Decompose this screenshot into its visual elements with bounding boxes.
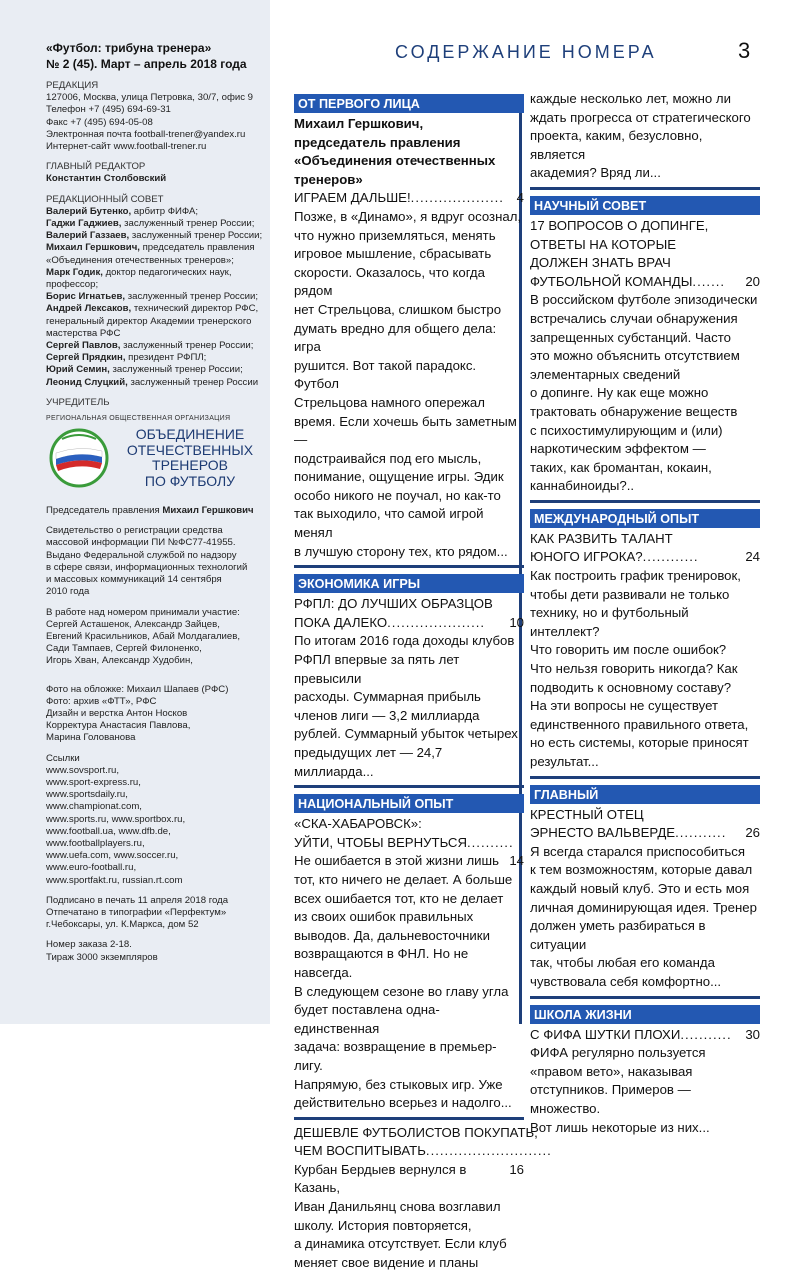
council-member-desc: технический директор РФС, [131, 303, 259, 315]
excerpt-line: будет поставлена одна-единственная [294, 1002, 440, 1036]
article-title-block [530, 806, 760, 825]
council-member-desc: арбитр ФИФА; [131, 205, 199, 217]
credits-line: Марина Голованова [46, 732, 136, 744]
excerpt-line: из своих ошибок правильных [294, 909, 474, 925]
chairman-name: Михаил Гершкович [162, 505, 254, 517]
council-member-desc: мастерства РФС [46, 327, 121, 339]
article-title: С ФИФА ШУТКИ ПЛОХИ [530, 1026, 681, 1042]
article-title: ИГРАЕМ ДАЛЬШЕ! [294, 190, 411, 206]
leader-dots: ........... [680, 1026, 732, 1042]
author-line: тренеров» [294, 171, 363, 187]
council-member-name: Сергей Павлов, [46, 340, 121, 352]
excerpt-line: чувствовала себя комфортно... [530, 973, 722, 989]
article-title-part: ДОЛЖЕН ЗНАТЬ ВРАЧ [530, 255, 671, 271]
excerpt-line: единственного правильного ответа, [530, 716, 749, 732]
excerpt-line: На эти вопросы не существует [530, 698, 719, 714]
excerpt-line: Стрельцова намного опережал [294, 394, 485, 410]
article-title-part: КАК РАЗВИТЬ ТАЛАНТ [530, 530, 673, 546]
address-line: Телефон +7 (495) 694-69-31 [46, 104, 171, 116]
section-header: ЭКОНОМИКА ИГРЫ [294, 574, 524, 593]
participants-line: Евгений Красильников, Абай Молдагалиев, [46, 630, 241, 642]
excerpt-line: Что говорить им после ошибок? [530, 642, 727, 658]
link-line: www.sportfakt.ru, russian.rt.com [46, 874, 183, 886]
address-line: Электронная почта football-trener@yandex.ru [46, 128, 246, 140]
leader-dots: ....... [692, 273, 726, 289]
article-title-block [294, 815, 524, 834]
article-title-part: РФПЛ: ДО ЛУЧШИХ ОБРАЗЦОВ [294, 596, 493, 612]
council-member [46, 218, 266, 230]
excerpt-line: с психостимулирующим и (или) [530, 422, 723, 438]
link-line: www.euro-football.ru, [46, 862, 137, 874]
council-member [46, 279, 266, 291]
article-page: 26 [745, 825, 760, 841]
leader-dots: .......... [466, 834, 514, 850]
council-member [46, 340, 266, 352]
participants-line: Сади Тампаев, Сергей Филоненко, [46, 643, 202, 655]
council-member [46, 230, 266, 242]
excerpt-line: Что нельзя говорить никогда? Как [530, 661, 738, 677]
council-member-desc: президент РФПЛ; [125, 352, 207, 364]
excerpt-line: школу. История повторяется, [294, 1217, 472, 1233]
excerpt-line: Как построить график тренировок, [530, 568, 741, 584]
article-title: ФУТБОЛЬНОЙ КОМАНДЫ [530, 273, 693, 289]
excerpt-line: время. Если хочешь быть заметным — [294, 413, 517, 448]
logo-text-line: ПО ФУТБОЛУ [144, 472, 236, 489]
excerpt-line: понимание, ощущение игры. Эдик [294, 469, 504, 485]
excerpt-line: рушится. Вот такой парадокс. Футбол [294, 357, 477, 392]
credits-line: Дизайн и верстка Антон Носков [46, 707, 188, 719]
participants-line: Сергей Асташенок, Александр Зайцев, [46, 618, 220, 630]
council-member-name: Михаил Гершкович, [46, 242, 140, 254]
excerpt-line: По итогам 2016 года доходы клубов [294, 633, 515, 649]
leader-dots: ............ [642, 549, 699, 565]
link-line: www.footballplayers.ru, [46, 837, 145, 849]
council-member-name: Валерий Газзаев, [46, 230, 130, 242]
logo-text-line: ТРЕНЕРОВ [152, 457, 228, 474]
link-line: www.championat.com, [46, 801, 142, 813]
registration-info [46, 525, 266, 598]
participants-line: Игорь Хван, Александр Худобин, [46, 655, 193, 667]
excerpt-line: к тем возможностям, которые давал [530, 862, 753, 878]
council-member [46, 377, 266, 389]
leader-dots: ..................... [387, 614, 486, 630]
leader-dots: ........................... [425, 1143, 552, 1159]
council-member [46, 242, 266, 254]
excerpt-line: Напрямую, без стыковых игр. Уже [294, 1076, 503, 1092]
article-page: 10 [509, 614, 524, 630]
council-member-name: Андрей Лексаков, [46, 303, 132, 315]
excerpt-line: трактовать обнаружение веществ [530, 403, 738, 419]
council-member-desc: заслуженный тренер России; [129, 230, 263, 242]
address-line: 127006, Москва, улица Петровка, 30/7, офис 9 [46, 92, 254, 104]
link-line: www.sportsdaily.ru, [46, 789, 128, 801]
excerpt-line: В российском футболе эпизодически [530, 292, 758, 308]
registration-line: в сфере связи, информационных технологий [46, 561, 248, 573]
council-member [46, 328, 266, 340]
article-page: 30 [745, 1026, 760, 1042]
council-member-desc: «Объединения отечественных тренеров»; [46, 254, 234, 266]
print-info [46, 895, 266, 932]
council-member [46, 255, 266, 267]
logo-caption: РЕГИОНАЛЬНАЯ ОБЩЕСТВЕННАЯ ОРГАНИЗАЦИЯ [46, 415, 231, 423]
order-info [46, 939, 266, 963]
excerpt-line: всех ошибается тот, кто не делает [294, 890, 504, 906]
excerpt-line: действительно всерьез и надолго... [294, 1095, 512, 1111]
council-member-name: Гаджи Гаджиев, [46, 218, 122, 230]
article-title-line[interactable] [294, 1142, 552, 1177]
article-excerpt [530, 567, 760, 772]
excerpt-line: технику, но и футбольный интеллект? [530, 605, 689, 639]
council-member-desc: председатель правления [139, 242, 255, 254]
article-title-part: КРЕСТНЫЙ ОТЕЦ [530, 806, 644, 822]
article-title-block [294, 595, 524, 614]
article-title-line[interactable] [530, 548, 760, 567]
council-member-desc: заслуженный тренер России; [121, 218, 255, 230]
excerpt-line: подстраивайся под его мысль, [294, 450, 482, 466]
participants-info [46, 607, 266, 668]
excerpt-line: Курбан Бердыев вернулся в Казань, [294, 1161, 467, 1196]
excerpt-line: встречались случаи обнаружения [530, 310, 738, 326]
author-line: Михаил Гершкович, [294, 116, 424, 131]
registration-line: и массовых коммуникаций 14 сентября [46, 574, 222, 586]
excerpt-line: тот, кто ничего не делает. А больше [294, 871, 513, 887]
council-member [46, 291, 266, 303]
excerpt-line: так, чтобы любая его команда [530, 955, 715, 971]
excerpt-line: рублей. Суммарный убыток четырех [294, 726, 518, 742]
excerpt-line: но есть системы, которые приносят [530, 735, 749, 751]
article-title-block [530, 530, 760, 549]
article-title: УЙТИ, ЧТОБЫ ВЕРНУТЬСЯ [294, 834, 467, 850]
article-title: ЭРНЕСТО ВАЛЬВЕРДЕ [530, 825, 676, 841]
excerpt-line: задача: возвращение в премьер-лигу. [294, 1039, 497, 1073]
council-member [46, 364, 266, 376]
contents-heading: СОДЕРЖАНИЕ НОМЕРА [395, 42, 657, 62]
page-number: 3 [738, 38, 751, 63]
excerpt-line: каннабиноиды?.. [530, 478, 635, 494]
excerpt-line: Не ошибается в этой жизни лишь [294, 853, 499, 869]
section-header: НАЦИОНАЛЬНЫЙ ОПЫТ [294, 794, 524, 813]
article-title-block [294, 1124, 538, 1143]
article-title-block [530, 217, 760, 273]
council-member-desc: заслуженный тренер России; [125, 291, 259, 303]
chief-editor-heading: ГЛАВНЫЙ РЕДАКТОР [46, 161, 146, 173]
leader-dots: .................... [410, 190, 504, 206]
excerpt-line: чтобы дети развивали не только [530, 586, 730, 602]
article-title-line[interactable] [530, 1026, 760, 1045]
editorial-address [46, 92, 266, 153]
excerpt-line: расходы. Суммарная прибыль [294, 689, 481, 705]
article-excerpt [294, 208, 524, 561]
council-member [46, 352, 266, 364]
article-title-line[interactable] [530, 273, 760, 292]
excerpt-line: таких, как бромантан, кокаин, [530, 459, 712, 475]
article-page: 4 [516, 190, 524, 206]
registration-line: 2010 года [46, 586, 90, 598]
excerpt-line: думать вредно для общего дела: игра [294, 320, 497, 355]
author-line: председатель правления [294, 134, 461, 150]
credits-line: Фото на обложке: Михаил Шапаев (РФС) [46, 683, 229, 695]
council-member-desc: заслуженный тренер России [127, 376, 259, 388]
article-page: 20 [745, 273, 760, 289]
excerpt-line: должен уметь разбираться в ситуации [530, 918, 706, 952]
article-title: ПОКА ДАЛЕКО [294, 614, 388, 630]
excerpt-line: ждать прогресса от стратегического [530, 109, 751, 125]
article-page: 16 [509, 1161, 524, 1177]
excerpt-line: отступников. Примеров — множество. [530, 1082, 691, 1116]
excerpt-line: результат... [530, 754, 599, 769]
excerpt-line: «правом вето», наказывая [530, 1063, 693, 1079]
council-heading: РЕДАКЦИОННЫЙ СОВЕТ [46, 193, 164, 205]
excerpt-line: это можно объяснить отсутствием [530, 348, 740, 364]
article-title-part: ДЕШЕВЛЕ ФУТБОЛИСТОВ ПОКУПАТЬ, [294, 1124, 538, 1140]
section-header: ШКОЛА ЖИЗНИ [530, 1005, 760, 1024]
council-member [46, 303, 266, 315]
founder-logo [46, 413, 266, 501]
links-heading: Ссылки [46, 752, 80, 764]
excerpt-line: так выходило, что самой игрой менял [294, 506, 484, 541]
excerpt-line: членов лиги — 3,2 миллиарда [294, 707, 480, 723]
excerpt-line: личная доминирующая идея. Тренер [530, 899, 757, 915]
excerpt-line: подводить к основному составу? [530, 679, 732, 695]
author-line: «Объединения отечественных [294, 153, 496, 169]
council-member-name: Сергей Прядкин, [46, 352, 126, 364]
links-list [46, 765, 266, 887]
order-line: Тираж 3000 экземпляров [46, 951, 158, 963]
chairman-line [46, 505, 266, 517]
article-title: ЮНОГО ИГРОКА? [530, 549, 643, 565]
print-line: г.Чебоксары, ул. К.Маркса, дом 52 [46, 919, 199, 931]
issue-info: № 2 (45). Март – апрель 2018 года [46, 57, 247, 71]
excerpt-line: элементарных сведений [530, 366, 681, 382]
article-title: ЧЕМ ВОСПИТЫВАТЬ [294, 1143, 426, 1159]
excerpt-line: РФПЛ впервые за пять лет превысили [294, 652, 460, 686]
excerpt-line: а динамика отсутствует. Если клуб [294, 1236, 507, 1252]
excerpt-line: каждые несколько лет, можно ли [530, 91, 731, 106]
print-line: Отпечатано в типографии «Перфектум» [46, 906, 227, 918]
excerpt-line: академия? Вряд ли... [530, 165, 661, 181]
excerpt-line: скорости. Оказалось, что когда рядом [294, 264, 485, 299]
council-member [46, 206, 266, 218]
article-title-part: «СКА-ХАБАРОВСК»: [294, 816, 422, 832]
council-member-name: Валерий Бутенко, [46, 205, 132, 217]
article-title-part: ОТВЕТЫ НА КОТОРЫЕ [530, 236, 677, 252]
article-excerpt [294, 852, 524, 1112]
excerpt-line: нет Стрельцова, слишком быстро [294, 301, 502, 317]
leader-dots: ........... [675, 825, 727, 841]
magazine-title: «Футбол: трибуна тренера» [46, 41, 212, 55]
article-title-part: 17 ВОПРОСОВ О ДОПИНГЕ, [530, 217, 709, 233]
excerpt-line: Позже, в «Динамо», я вдруг осознал, [294, 208, 522, 224]
article-title-line[interactable] [294, 189, 524, 208]
section-header: ГЛАВНЫЙ [530, 785, 760, 804]
article-excerpt [294, 632, 524, 781]
link-line: www.sport-express.ru, [46, 776, 141, 788]
article-excerpt-continued [530, 90, 760, 183]
link-line: www.football.ua, www.dfb.de, [46, 825, 171, 837]
link-line: www.sports.ru, www.sportbox.ru, [46, 813, 186, 825]
council-member [46, 267, 266, 279]
section-header: МЕЖДУНАРОДНЫЙ ОПЫТ [530, 509, 760, 528]
sidebar [0, 0, 270, 1024]
football-flag-icon [48, 427, 110, 489]
article-page: 24 [745, 549, 760, 565]
excerpt-line: наркотическим эффектом — [530, 441, 706, 457]
chairman-label: Председатель правления [46, 505, 163, 517]
credits-info [46, 684, 266, 745]
author-block [294, 115, 524, 189]
link-line: www.uefa.com, www.soccer.ru, [46, 850, 179, 862]
participants-line: В работе над номером принимали участие: [46, 606, 240, 618]
masthead [46, 40, 266, 964]
logo-text-line: ОБЪЕДИНЕНИЕ [135, 426, 245, 443]
council-member-desc: заслуженный тренер России; [109, 364, 243, 376]
section-header: НАУЧНЫЙ СОВЕТ [530, 196, 760, 215]
excerpt-line: возвращаются в ФНЛ. Но не навсегда. [294, 946, 469, 980]
council-member-name: Юрий Семин, [46, 364, 110, 376]
founder-heading: УЧРЕДИТЕЛЬ [46, 396, 110, 408]
excerpt-line: запрещенных субстанций. Часто [530, 329, 731, 345]
credits-line: Фото: архив «ФТТ», РФС [46, 695, 157, 707]
excerpt-line: особо никого не поучал, но как-то [294, 487, 501, 503]
link-line: www.sovsport.ru, [46, 764, 120, 776]
article-excerpt [530, 843, 760, 992]
excerpt-line: Иван Данильянц снова возглавил [294, 1199, 501, 1215]
registration-line: массовой информации ПИ №ФС77-41955. [46, 537, 236, 549]
address-line: Факс +7 (495) 694-05-08 [46, 116, 153, 128]
excerpt-line: в лучшую сторону тех, кто рядом... [294, 543, 508, 559]
excerpt-line: Я всегда старался приспособиться [530, 843, 746, 859]
excerpt-line: меняет свое видение и планы [294, 1254, 479, 1270]
contents-column-right [530, 90, 760, 1137]
address-line: Интернет-сайт www.football-trener.ru [46, 141, 207, 153]
council-member-desc: профессор; [46, 279, 99, 291]
article-excerpt [530, 291, 760, 496]
article-excerpt [530, 1044, 760, 1137]
editorial-heading: РЕДАКЦИЯ [46, 80, 99, 91]
article-title-line[interactable] [530, 824, 760, 843]
council-member-desc: генеральный директор Академии тренерского [46, 315, 252, 327]
article-excerpt [294, 1161, 524, 1272]
article-title-line[interactable] [294, 614, 524, 633]
article-page: 14 [509, 853, 524, 869]
excerpt-line: предыдущих лет — 24,7 миллиарда... [294, 745, 443, 779]
excerpt-line: выводов. Да, дальневосточники [294, 927, 490, 943]
logo-text-line: ОТЕЧЕСТВЕННЫХ [126, 441, 254, 458]
registration-line: Свидетельство о регистрации средства [46, 525, 223, 537]
contents-column-left [294, 90, 552, 1272]
excerpt-line: Вот лишь некоторые из них... [530, 1119, 710, 1135]
logo-text [116, 427, 264, 489]
order-line: Номер заказа 2-18. [46, 939, 132, 951]
chief-editor-name: Константин Столбовский [46, 173, 167, 185]
council-member-desc: заслуженный тренер России; [120, 340, 254, 352]
excerpt-line: В следующем сезоне во главу угла [294, 983, 509, 999]
credits-line: Корректура Анастасия Павлова, [46, 720, 191, 732]
excerpt-line: о допинге. Ну как еще можно [530, 385, 709, 401]
excerpt-line: каждый новый клуб. Это и есть моя [530, 880, 750, 896]
excerpt-line: игровое мышление, сбрасывать [294, 246, 492, 262]
excerpt-line: проекта, каким, безусловно, является [530, 128, 703, 162]
excerpt-line: что нужно приземляться, менять [294, 227, 496, 243]
council-member-name: Леонид Слуцкий, [46, 376, 128, 388]
council-member-name: Борис Игнатьев, [46, 291, 126, 303]
council-member-desc: доктор педагогических наук, [102, 266, 232, 278]
excerpt-line: ФИФА регулярно пользуется [530, 1045, 706, 1061]
section-header: ОТ ПЕРВОГО ЛИЦА [294, 94, 524, 113]
print-line: Подписано в печать 11 апреля 2018 года [46, 894, 229, 906]
council-member-name: Марк Годик, [46, 266, 103, 278]
council-list [46, 206, 266, 389]
registration-line: Выдано Федеральной службой по надзору [46, 549, 237, 561]
council-member [46, 316, 266, 328]
